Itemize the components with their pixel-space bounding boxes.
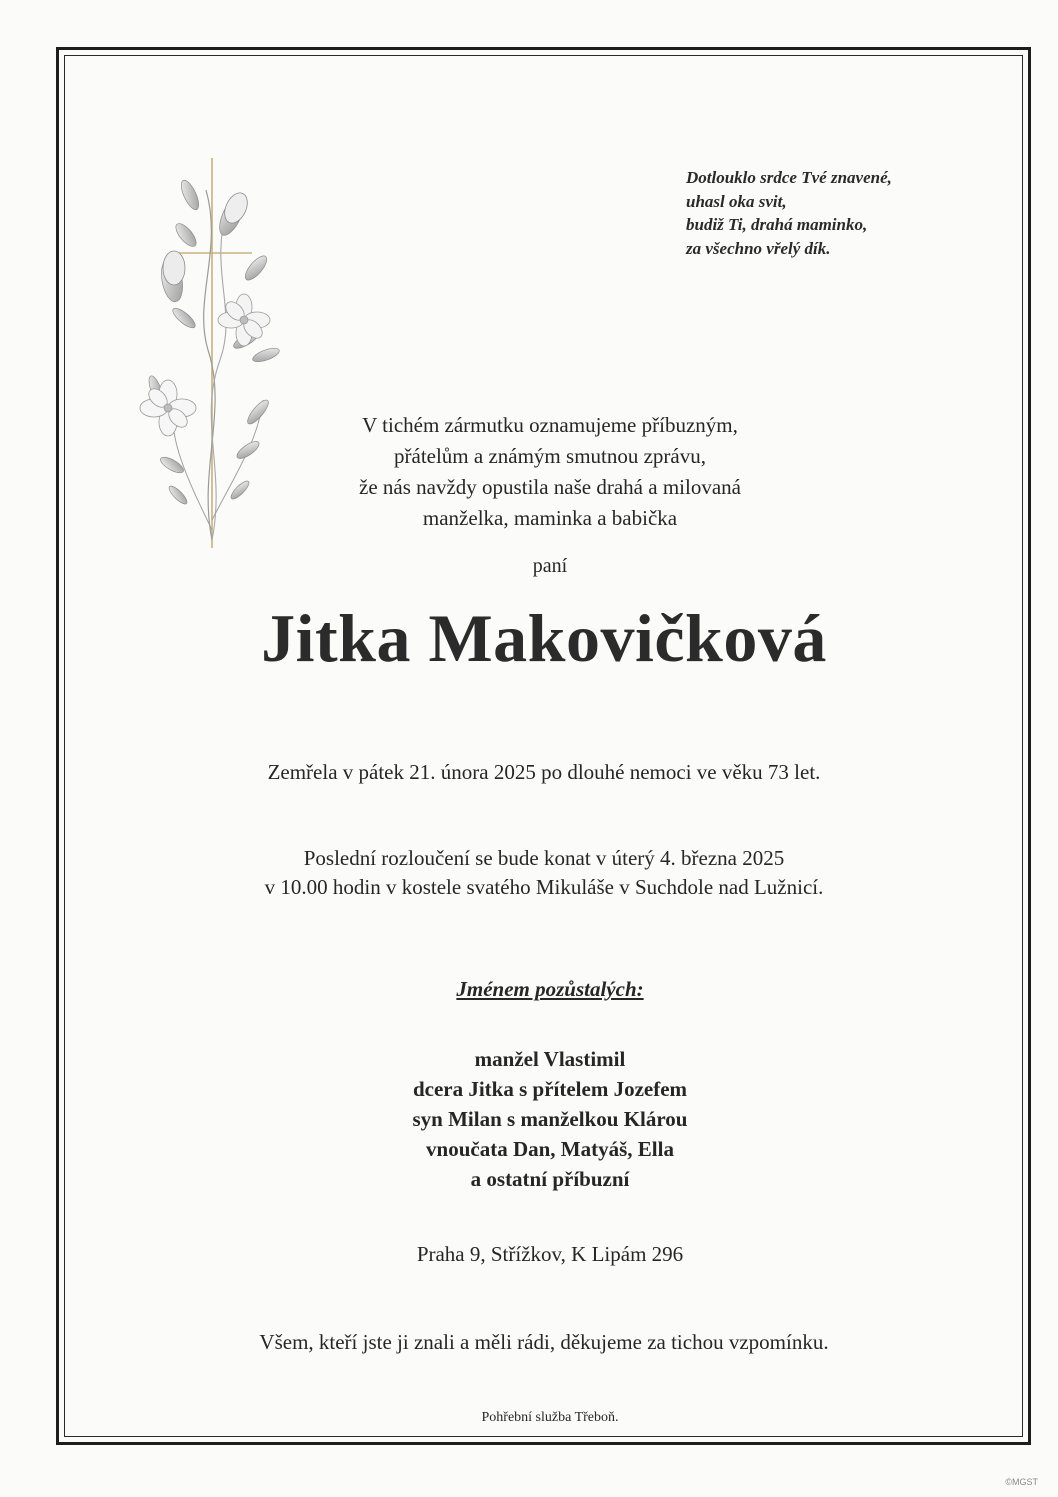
mourner-line: syn Milan s manželkou Klárou bbox=[412, 1107, 688, 1131]
address: Praha 9, Střížkov, K Lipám 296 bbox=[416, 1242, 684, 1266]
death-info: Zemřela v pátek 21. února 2025 po dlouhé nemoci ve věku 73 let. bbox=[267, 760, 821, 784]
mourner-line: manžel Vlastimil bbox=[474, 1047, 626, 1071]
funeral-service-name: Pohřební služba Třeboň. bbox=[481, 1410, 619, 1425]
intro-line: že nás navždy opustila naše drahá a milovaná bbox=[359, 475, 741, 499]
funeral-line: Poslední rozloučení se bude konat v úterý 4. března 2025 bbox=[303, 846, 785, 870]
motto-line: Dotlouklo srdce Tvé znavené, bbox=[686, 168, 892, 187]
intro-text bbox=[300, 410, 800, 534]
honorific: paní bbox=[532, 555, 568, 577]
intro-line: manželka, maminka a babička bbox=[422, 506, 678, 530]
mourners-heading: Jménem pozůstalých: bbox=[456, 977, 644, 1001]
motto-verse bbox=[686, 166, 892, 260]
mourner-line: a ostatní příbuzní bbox=[470, 1167, 630, 1191]
motto-line: za všechno vřelý dík. bbox=[686, 238, 831, 258]
funeral-info bbox=[100, 844, 988, 902]
motto-line: budiž Ti, drahá maminko, bbox=[686, 215, 868, 234]
corner-mark: ©MGST bbox=[1005, 1477, 1038, 1487]
deceased-name: Jitka Makovičková bbox=[261, 600, 827, 676]
funeral-line: v 10.00 hodin v kostele svatého Mikuláše v Suchdole nad Lužnicí. bbox=[264, 875, 824, 899]
motto-line: uhasl oka svit, bbox=[686, 191, 787, 211]
mourner-line: dcera Jitka s přítelem Jozefem bbox=[412, 1077, 688, 1101]
cross-with-flowers-icon bbox=[128, 150, 288, 560]
intro-line: V tichém zármutku oznamujeme příbuzným, bbox=[362, 413, 738, 437]
mourner-line: vnoučata Dan, Matyáš, Ella bbox=[426, 1137, 674, 1161]
intro-line: přátelům a známým smutnou zprávu, bbox=[394, 444, 706, 468]
thanks-note: Všem, kteří jste ji znali a měli rádi, děkujeme za tichou vzpomínku. bbox=[259, 1330, 829, 1354]
mourners-list bbox=[250, 1044, 850, 1194]
